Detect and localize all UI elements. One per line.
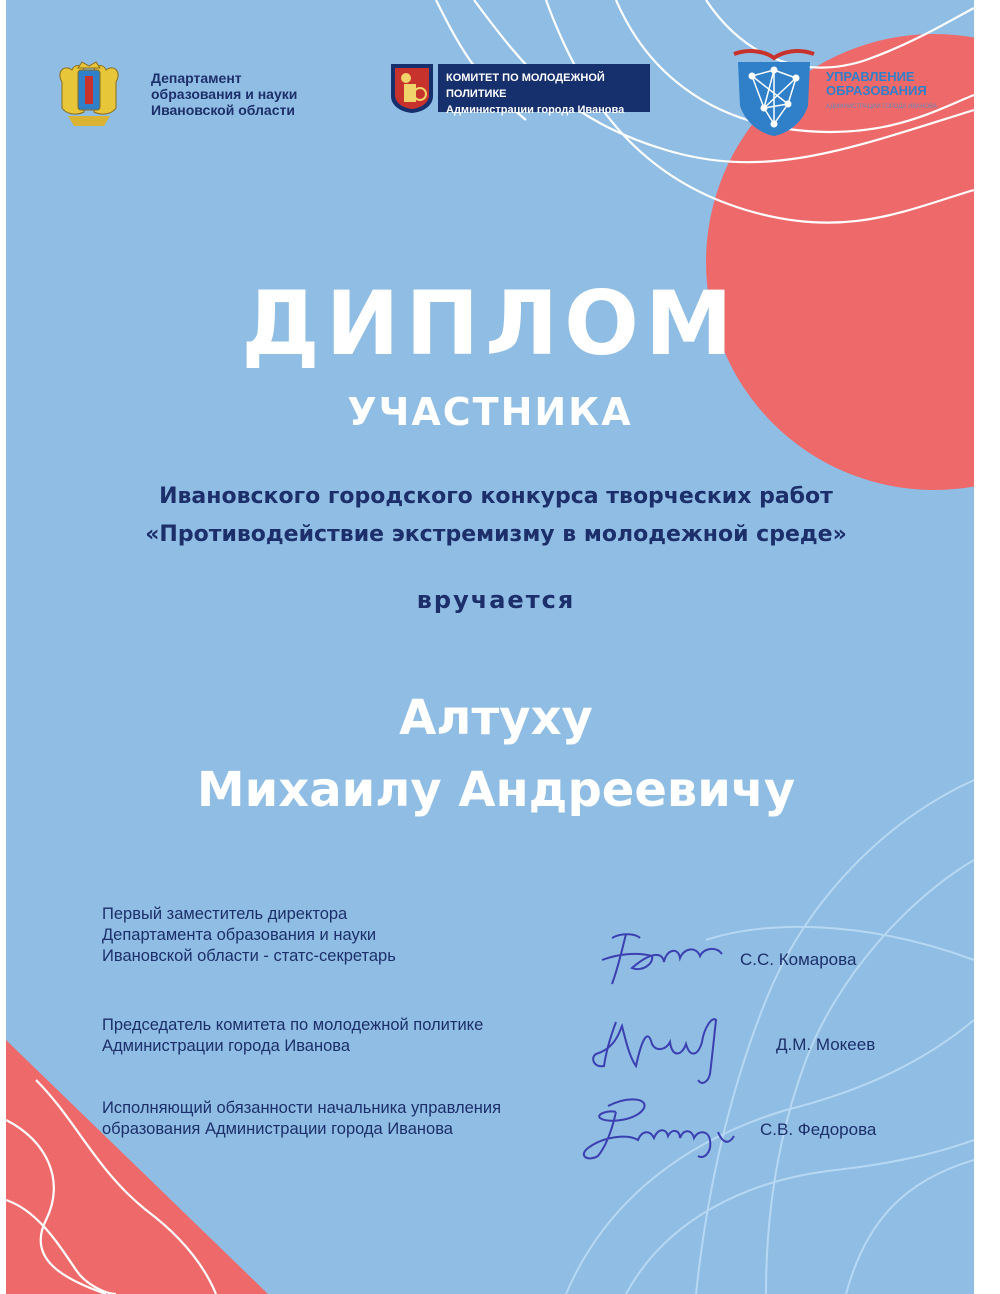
recipient-given-names: Михаилу Андреевичу: [196, 762, 796, 818]
signatory-2-role-line: Председатель комитета по молодежной политике: [102, 1016, 484, 1034]
diploma-title: ДИПЛОМ: [241, 272, 739, 375]
signatory-1-role-line: Ивановской области - статс-секретарь: [102, 947, 396, 965]
dept-logo-line1: Департамент: [151, 70, 242, 86]
signatory-1-name: С.С. Комарова: [740, 950, 857, 969]
education-logo-line3: АДМИНИСТРАЦИИ ГОРОДА ИВАНОВА: [826, 104, 937, 110]
education-logo-text: [826, 70, 927, 98]
coat-of-arms-icon: [54, 60, 124, 128]
signature-2: [586, 1008, 736, 1090]
committee-logo-line2: Администрации города Иванова: [446, 104, 625, 116]
dept-logo-line2: образования и науки: [151, 86, 298, 102]
city-emblem-icon: [389, 62, 435, 114]
signatory-2-name: Д.М. Мокеев: [776, 1035, 876, 1054]
network-book-icon: [730, 46, 818, 138]
signatory-1-role-line: Первый заместитель директора: [102, 905, 348, 923]
signature-1: [592, 924, 732, 994]
signatory-3-role-line: образования Администрации города Иванова: [102, 1120, 453, 1138]
signatory-2-role: [102, 1015, 483, 1057]
diploma-subtitle: УЧАСТНИКА: [347, 390, 633, 434]
diploma-sheet: [6, 0, 974, 1294]
contest-line-1: Ивановского городского конкурса творческих работ: [159, 484, 833, 509]
awarded-text: вручается: [416, 586, 576, 614]
signatory-1-role: [102, 904, 396, 967]
signature-3: [568, 1090, 748, 1170]
dept-logo-text: [151, 70, 297, 118]
dept-logo-line3: Ивановской области: [151, 102, 295, 118]
contest-line-2: «Противодействие экстремизму в молодежной среде»: [145, 522, 847, 547]
signatory-1-role-line: Департамента образования и науки: [102, 926, 377, 944]
signatory-3-name: С.В. Федорова: [760, 1120, 877, 1139]
education-logo-line2: ОБРАЗОВАНИЯ: [826, 83, 927, 98]
education-logo-line1: УПРАВЛЕНИЕ: [826, 69, 915, 84]
signatory-3-role-line: Исполняющий обязанности начальника управления: [102, 1099, 502, 1117]
signatory-3-role: [102, 1098, 501, 1140]
recipient-surname: Алтуху: [399, 690, 593, 746]
signatory-2-role-line: Администрации города Иванова: [102, 1037, 351, 1055]
committee-logo-line1: КОМИТЕТ ПО МОЛОДЕЖНОЙ ПОЛИТИКЕ: [446, 72, 605, 100]
committee-logo-box: [438, 64, 650, 116]
